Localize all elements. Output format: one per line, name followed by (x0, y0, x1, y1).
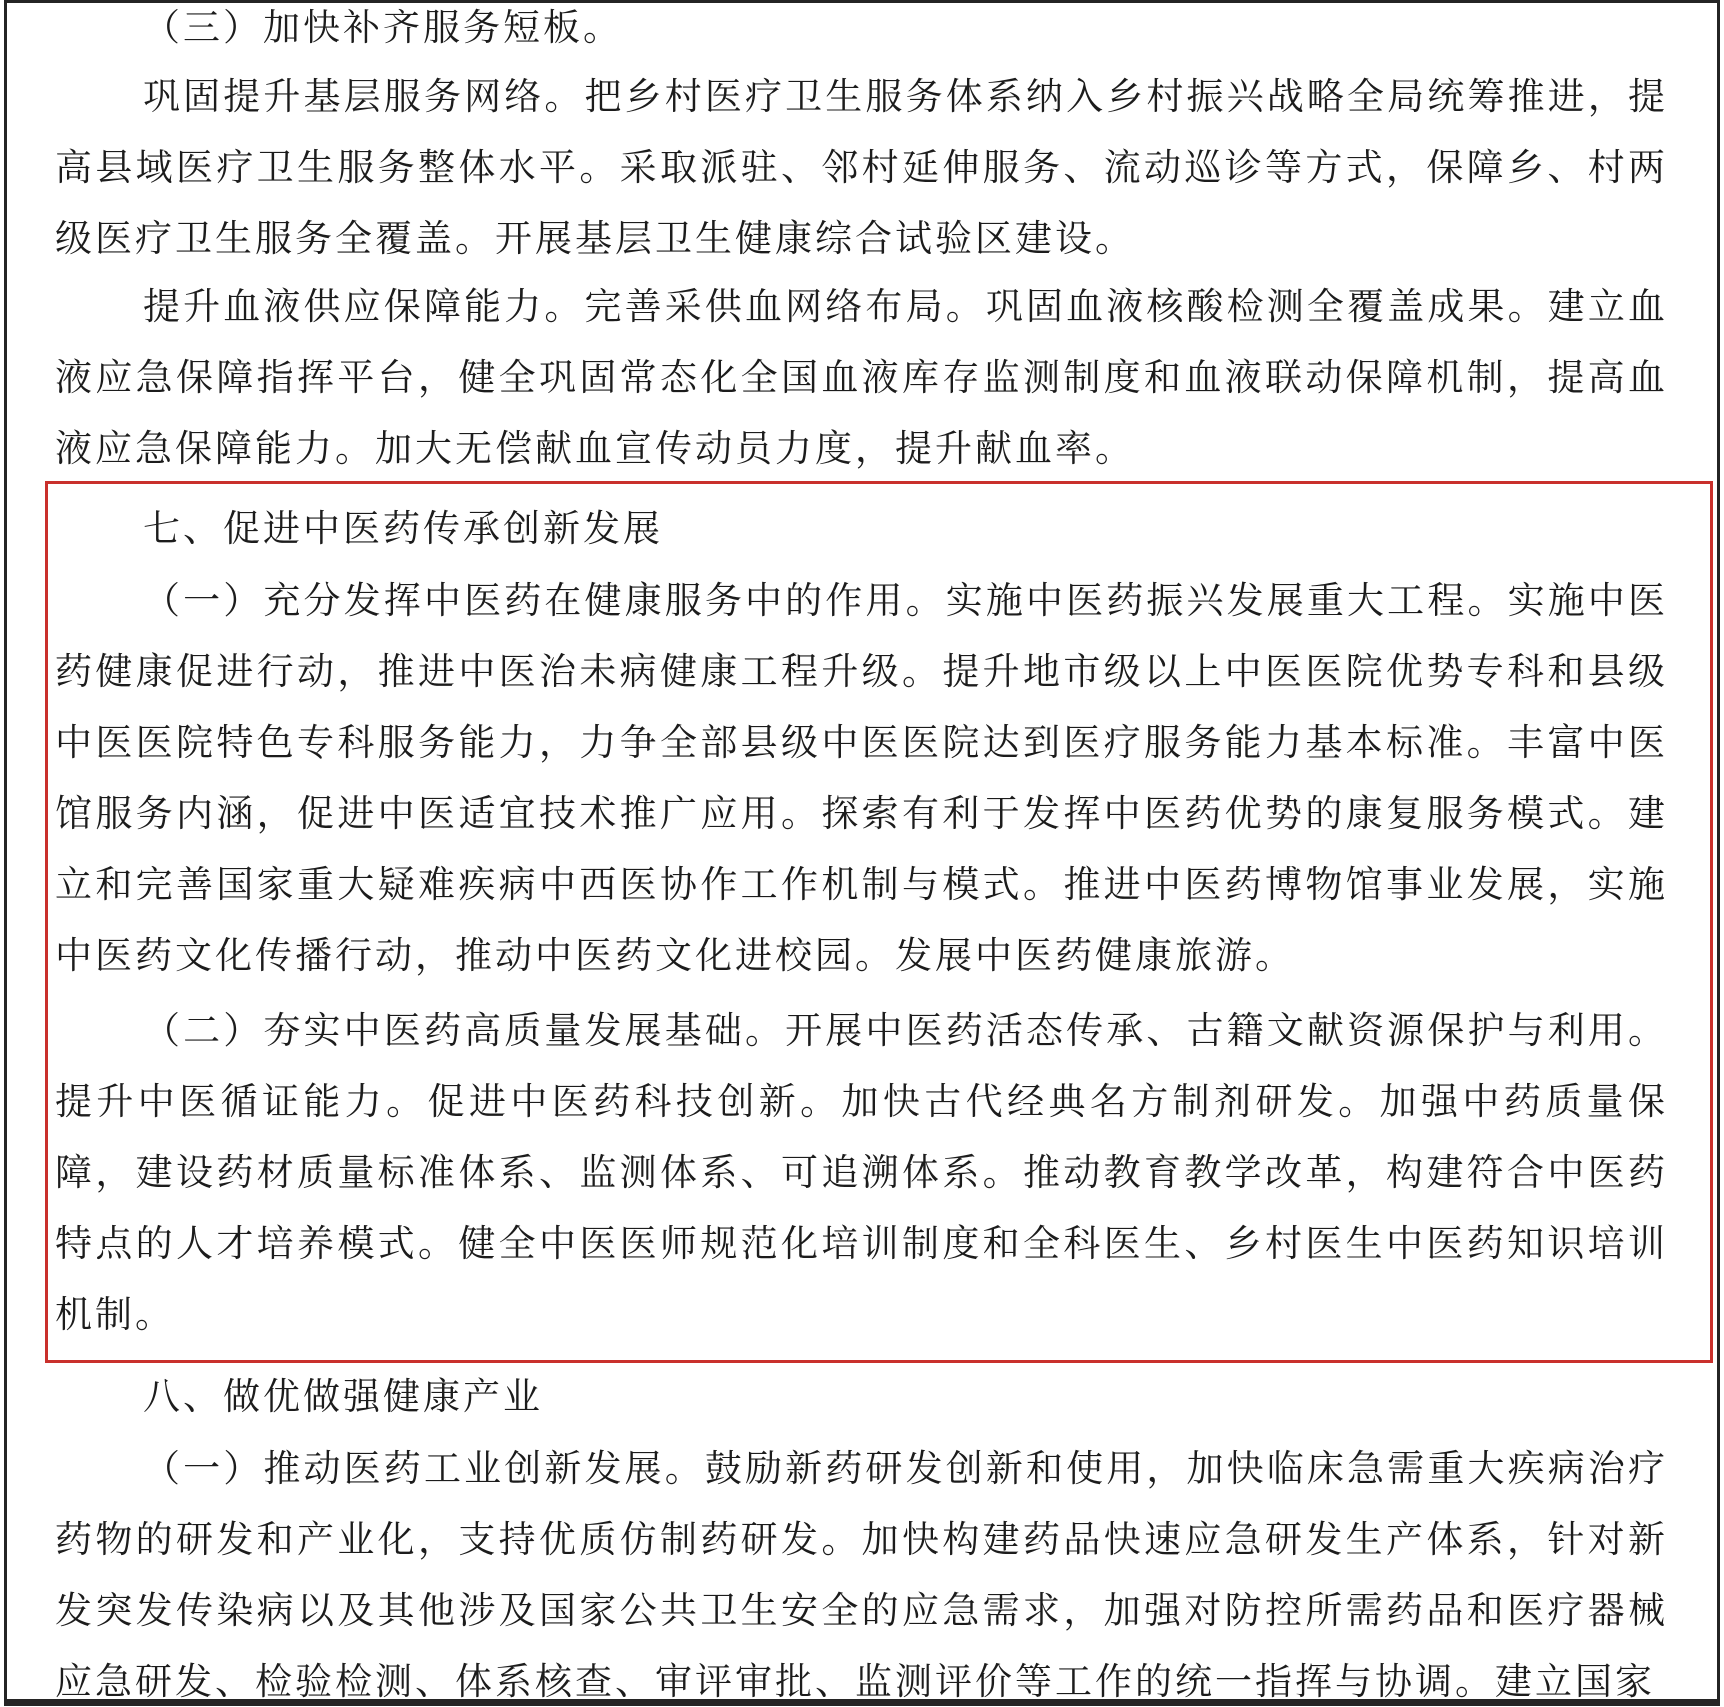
paragraph-tcm-services: （一）充分发挥中医药在健康服务中的作用。实施中医药振兴发展重大工程。实施中医药健康促进行动，推进中医治未病健康工程升级。提升地市级以上中医医院优势专科和县级中医医院特色专科服务能力，力争全部县级中医医院达到医疗服务能力基本标准。丰富中医馆服务内涵，促进中医适宜技术推广应用。探索有利于发挥中医药优势的康复服务模式。建立和完善国家重大疑难疾病中西医协作工作机制与模式。推进中医药博物馆事业发展，实施中医药文化传播行动，推动中医药文化进校园。发展中医药健康旅游。 (55, 579, 1668, 977)
paragraph-tcm-quality: （二）夯实中医药高质量发展基础。开展中医药活态传承、古籍文献资源保护与利用。提升中医循证能力。促进中医药科技创新。加快古代经典名方制剂研发。加强中药质量保障，建设药材质量标准体系、监测体系、可追溯体系。推动教育教学改革，构建符合中医药特点的人才培养模式。健全中医医师规范化培训制度和全科医生、乡村医生中医药知识培训机制。 (55, 1009, 1668, 1336)
section-heading-8: 八、做优做强健康产业 (143, 1375, 543, 1418)
sub-heading-3: （三）加快补齐服务短板。 (143, 6, 623, 49)
paragraph-pharma-industry: （一）推动医药工业创新发展。鼓励新药研发创新和使用，加快临床急需重大疾病治疗药物的研发和产业化，支持优质仿制药研发。加快构建药品快速应急研发生产体系，针对新发突发传染病以及其他涉及国家公共卫生安全的应急需求，加强对防控所需药品和医疗器械应急研发、检验检测、体系核查、审评审批、监测评价等工作的统一指挥与协调。建立国家 (55, 1447, 1668, 1703)
paragraph-blood: 提升血液供应保障能力。完善采供血网络布局。巩固血液核酸检测全覆盖成果。建立血液应急保障指挥平台，健全巩固常态化全国血液库存监测制度和血液联动保障机制，提高血液应急保障能力。加大无偿献血宣传动员力度，提升献血率。 (55, 285, 1668, 470)
section-heading-7: 七、促进中医药传承创新发展 (143, 507, 663, 550)
paragraph-grassroots: 巩固提升基层服务网络。把乡村医疗卫生服务体系纳入乡村振兴战略全局统筹推进，提高县域医疗卫生服务整体水平。采取派驻、邻村延伸服务、流动巡诊等方式，保障乡、村两级医疗卫生服务全覆盖。开展基层卫生健康综合试验区建设。 (55, 75, 1668, 260)
